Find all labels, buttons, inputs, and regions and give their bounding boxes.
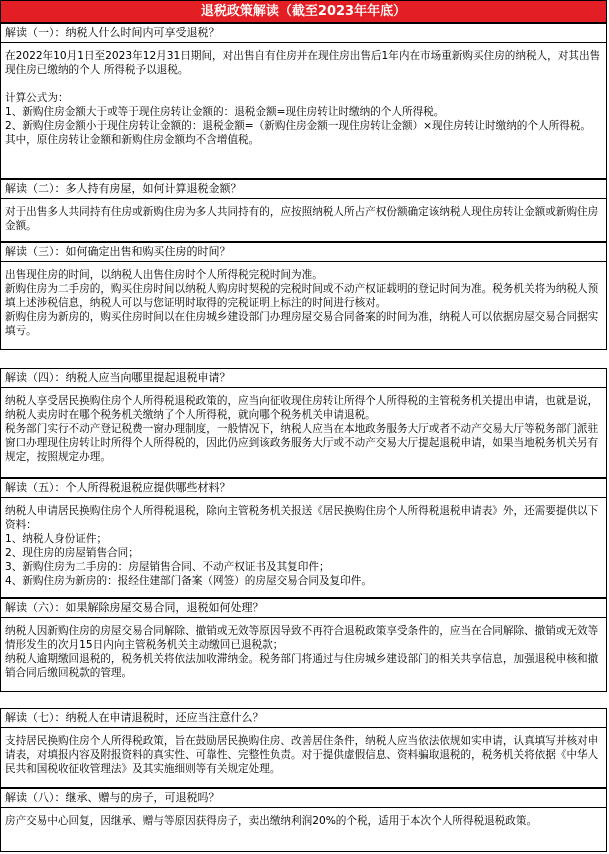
answer-line: 房产交易中心回复，因继承、赠与等原因获得房子，卖出缴纳利润20%的个税，适用于本次个人所得税退税政策。 bbox=[5, 815, 538, 827]
section-3 bbox=[0, 242, 607, 350]
section-1 bbox=[0, 23, 607, 179]
answer-line: 对于出售多人共同持有住房或新购住房为多人共同持有的，应按照纳税人所占产权份额确定该纳税人现住房转让金额或新购住房金额。 bbox=[5, 206, 599, 232]
section-answer bbox=[1, 808, 606, 828]
section-answer bbox=[1, 498, 606, 588]
section-answer bbox=[1, 199, 606, 233]
section-question: 解读（五）：个人所得税退税应提供哪些材料？ bbox=[1, 479, 606, 498]
page-title: 退税政策解读（截至2023年年底） bbox=[0, 0, 607, 23]
answer-line: 税务部门实行不动产登记税费一窗办理制度，一般情况下，纳税人应当在本地政务服务大厅或者不动产交易大厅等税务部门派驻窗口办理现住房转让时所得个人所得税的，因此仍应到该政务服务大厅或不动产交易大厅提起退税申请，如果当地税务机关另有规定，按照规定办理。 bbox=[5, 423, 599, 463]
section-question: 解读（八）：继承、赠与的房子，可退税吗？ bbox=[1, 789, 606, 808]
section-2 bbox=[0, 179, 607, 242]
answer-line: 新购住房为新房的，购买住房时间以在住房城乡建设部门办理房屋交易合同备案的时间为准，纳税人可以依据房屋交易合同据实填亏。 bbox=[5, 311, 599, 337]
section-question: 解读（六）：如果解除房屋交易合同，退税如何处理？ bbox=[1, 599, 606, 618]
section-question: 解读（二）：多人持有房屋，如何计算退税金额？ bbox=[1, 180, 606, 199]
answer-line: 计算公式为： bbox=[5, 92, 69, 104]
answer-line: 4、新购住房为新房的：报经住建部门备案（网签）的房屋交易合同及复印件。 bbox=[5, 575, 372, 587]
answer-line: 1、新购住房金额大于或等于现住房转让金额的：退税金额=现住房转让时缴纳的个人所得税。 bbox=[5, 106, 445, 118]
section-question: 解读（四）：纳税人应当向哪里提起退税申请？ bbox=[1, 369, 606, 388]
section-answer bbox=[1, 728, 606, 776]
section-answer bbox=[1, 388, 606, 464]
answer-line: 出售现住房的时间，以纳税人出售住房时个人所得税完税时间为准。 bbox=[5, 269, 323, 281]
section-answer bbox=[1, 43, 606, 147]
section-question: 解读（一）：纳税人什么时间内可享受退税？ bbox=[1, 24, 606, 43]
answer-line: 1、纳税人身份证件； bbox=[5, 533, 108, 545]
answer-line: 2、新购住房金额小于现住房转让金额的：退税金额=（新购住房金额一现住房转让金额）×现住房转让时缴纳的个人所得税。 bbox=[5, 120, 591, 132]
section-7 bbox=[0, 708, 607, 788]
answer-line: 在2022年10月1日至2023年12月31日期间，对出售自有住房并在现住房出售后1年内在市场重新购买住房的纳税人，对其出售现住房已缴纳的个人 所得税予以退税。 bbox=[5, 50, 601, 76]
answer-line: 3、新购住房为二手房的：房屋销售合同、不动产权证书及其复印件； bbox=[5, 561, 330, 573]
section-4 bbox=[0, 368, 607, 478]
answer-line: 其中，原住房转让金额和新购住房金额均不含增值税。 bbox=[5, 134, 260, 146]
section-5 bbox=[0, 478, 607, 598]
section-answer bbox=[1, 618, 606, 680]
answer-line: 纳税人享受居民换购住房个人所得税退税政策的，应当向征收现住房转让所得个人所得税的主管税务机关提出申请，也就是说，纳税人卖房时在哪个税务机关缴纳了个人所得税，就向哪个税务机关申请退税。 bbox=[5, 395, 599, 421]
section-question: 解读（七）：纳税人在申请退税时，还应当注意什么？ bbox=[1, 709, 606, 728]
answer-line: 新购住房为二手房的，购买住房时间以纳税人购房时契税的完税时间或不动产权证载明的登记时间为准。税务机关将为纳税人预填上述涉税信息，纳税人可以与您证明时取得的完税证明上标注的时间进行核对。 bbox=[5, 283, 599, 309]
answer-line: 纳税人逾期缴回退税的，税务机关将依法加收滞纳金。税务部门将通过与住房城乡建设部门的相关共享信息，加强退税申核和撤销合同后缴回税款的管理。 bbox=[5, 653, 599, 679]
answer-line: 纳税人因新购住房的房屋交易合同解除、撤销或无效等原因导致不再符合退税政策享受条件的，应当在合同解除、撤销或无效等情形发生的次月15日内向主管税务机关主动缴回已退税款； bbox=[5, 625, 599, 651]
answer-line: 纳税人申请居民换购住房个人所得税退税，除向主管税务机关报送《居民换购住房个人所得税退税申请表》外，还需要提供以下资料： bbox=[5, 505, 599, 531]
section-6 bbox=[0, 598, 607, 692]
answer-line: 支持居民换购住房个人所得税政策，旨在鼓励居民换购住房、改善居住条件，纳税人应当依法依规如实申请，认真填写并核对申请表，对填报内容及附报资料的真实性、可靠性、完整性负责。对于提供虚假信息、资料骗取退税的，税务机关将依据《中华人民共和国税收征收管理法》及其实施细则等有关规定处理。 bbox=[5, 735, 599, 775]
section-question: 解读（三）：如何确定出售和购买住房的时间？ bbox=[1, 243, 606, 262]
section-8 bbox=[0, 788, 607, 852]
section-answer bbox=[1, 262, 606, 338]
answer-line: 2、现住房的房屋销售合同； bbox=[5, 547, 139, 559]
